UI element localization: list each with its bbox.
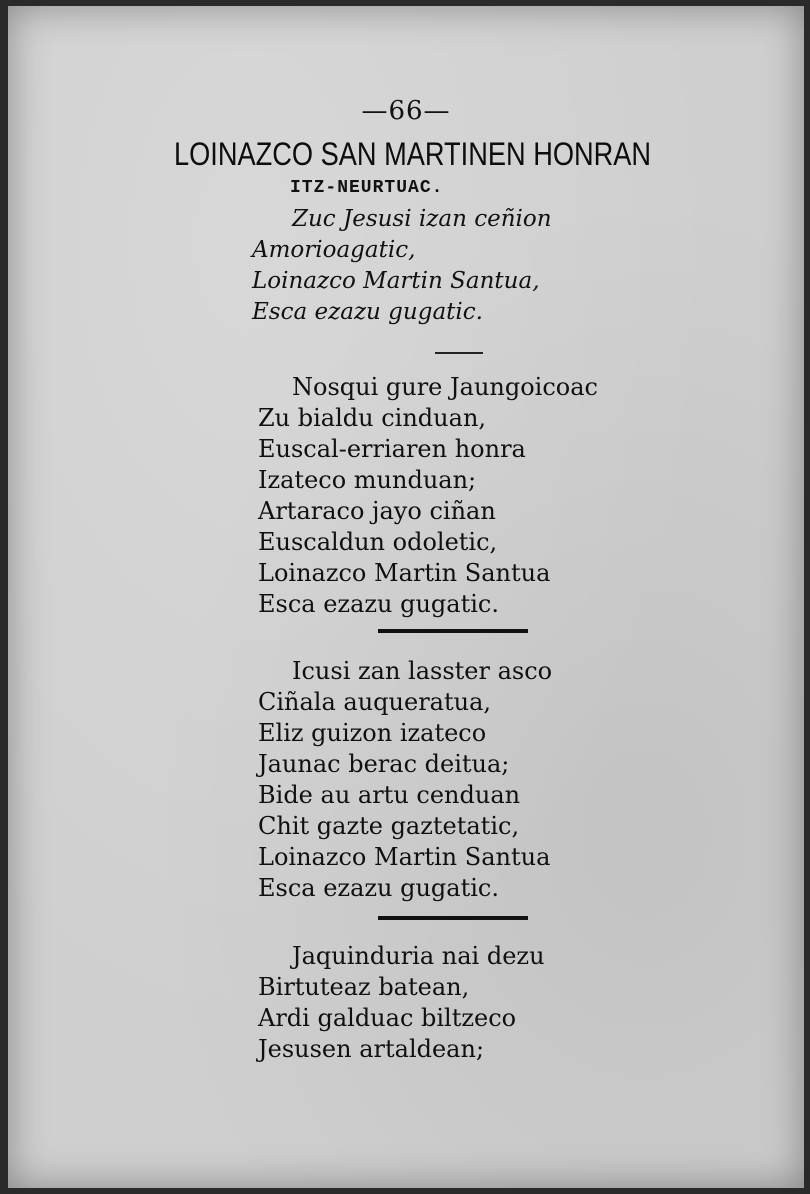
- verse-line: Eliz guizon izateco: [258, 719, 487, 747]
- stanza-1: [258, 372, 598, 620]
- verse-line: Ardi galduac biltzeco: [258, 1004, 517, 1032]
- epigraph-line: Esca ezazu gugatic.: [252, 299, 483, 325]
- verse-line: Loinazco Martin Santua: [258, 559, 551, 587]
- verse-line: Jaquinduria nai dezu: [292, 942, 545, 970]
- poem-title: LOINAZCO SAN MARTINEN HONRAN: [174, 136, 652, 172]
- epigraph-line: Zuc Jesusi izan ceñion: [292, 206, 552, 232]
- verse-line: Izateco munduan;: [258, 466, 477, 494]
- verse-line: Artaraco jayo ciñan: [258, 497, 496, 525]
- verse-line: Ciñala auqueratua,: [258, 688, 492, 716]
- verse-line: Esca ezazu gugatic.: [258, 590, 499, 618]
- verse-line: Nosqui gure Jaungoicoac: [292, 373, 598, 401]
- verse-line: Bide au artu cenduan: [258, 781, 521, 809]
- verse-line: Jaunac berac deitua;: [258, 750, 510, 778]
- verse-line: Birtuteaz batean,: [258, 973, 470, 1001]
- stanza-divider: [378, 629, 528, 633]
- verse-line: Icusi zan lasster asco: [292, 657, 553, 685]
- epigraph: [252, 204, 552, 328]
- verse-line: Esca ezazu gugatic.: [258, 874, 499, 902]
- page-number: —66—: [361, 96, 451, 126]
- verse-line: Euscal-erriaren honra: [258, 435, 526, 463]
- poem-subtitle: ITZ-NEURTUAC.: [290, 178, 444, 198]
- short-divider: [435, 352, 483, 354]
- book-page: [8, 6, 804, 1188]
- epigraph-line: Loinazco Martin Santua,: [252, 268, 540, 294]
- verse-line: Jesusen artaldean;: [258, 1035, 485, 1063]
- epigraph-line: Amorioagatic,: [252, 237, 416, 263]
- verse-line: Loinazco Martin Santua: [258, 843, 551, 871]
- verse-line: Zu bialdu cinduan,: [258, 404, 487, 432]
- stanza-divider: [378, 916, 528, 920]
- verse-line: Euscaldun odoletic,: [258, 528, 498, 556]
- verse-line: Chit gazte gaztetatic,: [258, 812, 520, 840]
- stanza-2: [258, 656, 552, 904]
- stanza-3: [258, 941, 545, 1065]
